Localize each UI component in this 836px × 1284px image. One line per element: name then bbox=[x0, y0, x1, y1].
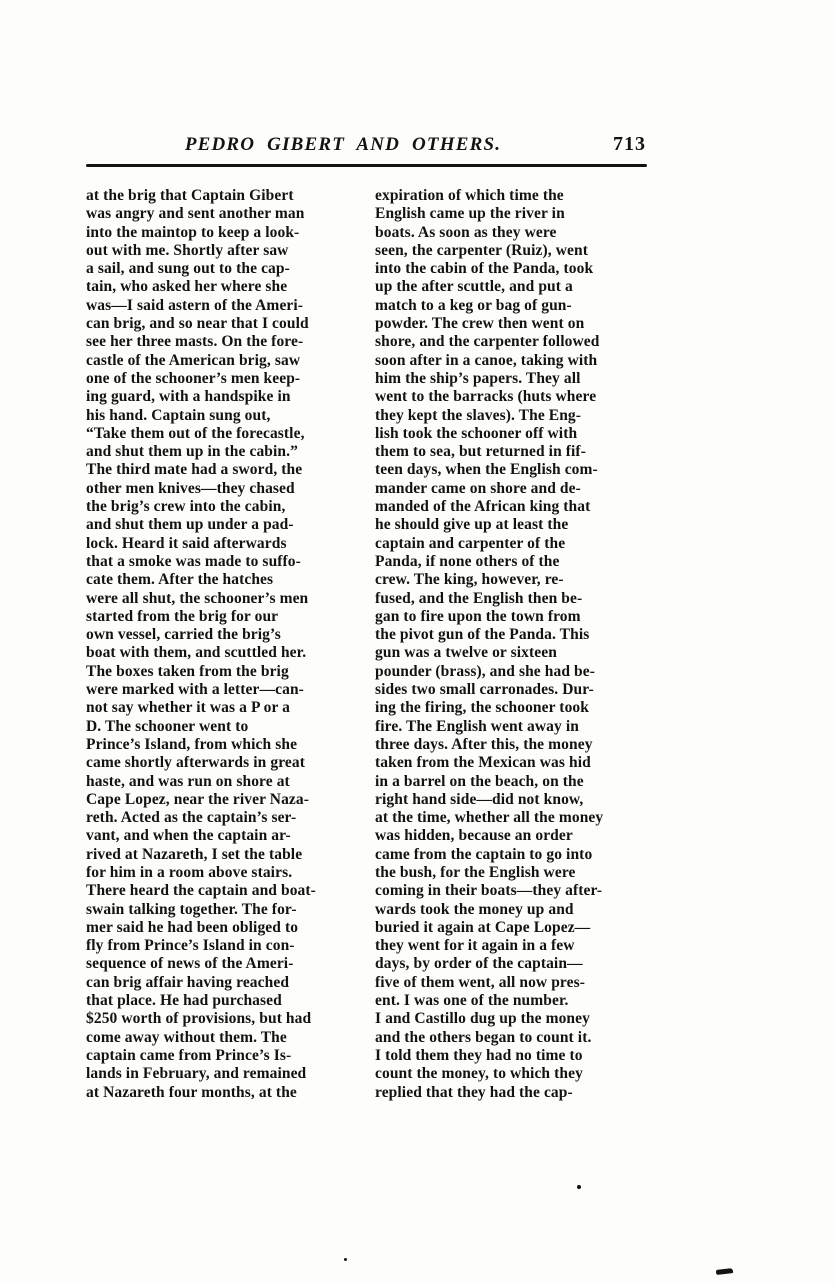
text-line: not say whether it was a P or a bbox=[86, 699, 291, 717]
text-line: coming in their boats—they after- bbox=[375, 882, 603, 900]
text-line: I and Castillo dug up the money bbox=[375, 1010, 590, 1028]
text-line: teen days, when the English com- bbox=[375, 461, 598, 479]
ink-speck bbox=[577, 1185, 581, 1189]
text-line: castle of the American brig, saw bbox=[86, 351, 301, 369]
text-line: The third mate had a sword, the bbox=[86, 461, 303, 479]
text-line: Prince’s Island, from which she bbox=[86, 735, 298, 753]
text-line: five of them went, all now pres- bbox=[375, 973, 585, 991]
text-line: boats. As soon as they were bbox=[375, 223, 557, 241]
text-line: other men knives—they chased bbox=[86, 479, 295, 497]
text-line: him the ship’s papers. They all bbox=[375, 369, 581, 387]
text-line: ing guard, with a handspike in bbox=[86, 388, 291, 406]
text-line: powder. The crew then went on bbox=[375, 315, 585, 333]
text-line: and the others began to count it. bbox=[375, 1028, 592, 1046]
text-line: they went for it again in a few bbox=[375, 937, 575, 955]
text-line: and shut them up under a pad- bbox=[86, 516, 294, 534]
text-line: $250 worth of provisions, but had bbox=[86, 1010, 312, 1028]
text-line: There heard the captain and boat- bbox=[86, 882, 316, 900]
text-line: mander came on shore and de- bbox=[375, 479, 581, 497]
text-line: fused, and the English then be- bbox=[375, 589, 583, 607]
text-line: was hidden, because an order bbox=[375, 827, 573, 845]
text-line: captain and carpenter of the bbox=[375, 534, 566, 552]
text-line: at the brig that Captain Gibert bbox=[86, 187, 294, 204]
text-line: D. The schooner went to bbox=[86, 717, 249, 735]
text-line: expiration of which time the bbox=[375, 187, 564, 204]
text-line: fly from Prince’s Island in con- bbox=[86, 937, 295, 955]
text-line: “Take them out of the forecastle, bbox=[86, 424, 305, 442]
text-line: they kept the slaves). The Eng- bbox=[375, 406, 582, 424]
text-line: rived at Nazareth, I set the table bbox=[86, 845, 303, 863]
text-line: boat with them, and scuttled her. bbox=[86, 644, 307, 662]
text-line: into the maintop to keep a look- bbox=[86, 223, 300, 241]
text-line: I told them they had no time to bbox=[375, 1046, 583, 1064]
text-line: haste, and was run on shore at bbox=[86, 772, 290, 790]
text-line: sequence of news of the Ameri- bbox=[86, 955, 294, 973]
text-line: buried it again at Cape Lopez— bbox=[375, 918, 591, 936]
ink-speck bbox=[716, 1268, 733, 1275]
text-line: for him in a room above stairs. bbox=[86, 863, 293, 881]
text-line: replied that they had the cap- bbox=[375, 1083, 573, 1101]
text-line: a sail, and sung out to the cap- bbox=[86, 260, 290, 278]
text-line: swain talking together. The for- bbox=[86, 900, 297, 918]
text-line: captain came from Prince’s Is- bbox=[86, 1046, 292, 1064]
text-line: match to a keg or bag of gun- bbox=[375, 296, 572, 314]
text-line: can brig affair having reached bbox=[86, 973, 290, 991]
text-line: in a barrel on the beach, on the bbox=[375, 772, 584, 790]
text-line: the pivot gun of the Panda. This bbox=[375, 626, 590, 644]
running-title: PEDRO GIBERT AND OTHERS. bbox=[184, 134, 502, 155]
text-line: vant, and when the captain ar- bbox=[86, 827, 291, 845]
text-line: count the money, to which they bbox=[375, 1065, 583, 1083]
text-line: was angry and sent another man bbox=[86, 205, 305, 223]
text-line: went to the barracks (huts where bbox=[375, 388, 597, 406]
left-text-column bbox=[86, 187, 357, 1102]
text-line: lands in February, and remained bbox=[86, 1065, 307, 1083]
text-line: was—I said astern of the Ameri- bbox=[86, 296, 304, 314]
text-line: gun was a twelve or sixteen bbox=[375, 644, 557, 662]
text-line: that place. He had purchased bbox=[86, 992, 282, 1010]
text-line: ent. I was one of the number. bbox=[375, 992, 569, 1010]
text-line: started from the brig for our bbox=[86, 607, 279, 625]
text-line: them to sea, but returned in fif- bbox=[375, 443, 586, 461]
text-line: into the cabin of the Panda, took bbox=[375, 260, 594, 278]
text-line: came shortly afterwards in great bbox=[86, 754, 305, 772]
text-line: The boxes taken from the brig bbox=[86, 662, 289, 680]
text-line: were all shut, the schooner’s men bbox=[86, 589, 309, 607]
text-line: his hand. Captain sung out, bbox=[86, 406, 271, 424]
text-line: days, by order of the captain— bbox=[375, 955, 583, 973]
text-line: soon after in a canoe, taking with bbox=[375, 351, 598, 369]
text-line: one of the schooner’s men keep- bbox=[86, 369, 301, 387]
text-line: Panda, if none others of the bbox=[375, 552, 560, 570]
text-line: tain, who asked her where she bbox=[86, 278, 288, 296]
text-line: ing the firing, the schooner took bbox=[375, 699, 589, 717]
text-line: and shut them up in the cabin.” bbox=[86, 443, 298, 461]
text-line: own vessel, carried the brig’s bbox=[86, 626, 281, 644]
ink-speck bbox=[344, 1258, 347, 1261]
text-line: come away without them. The bbox=[86, 1028, 287, 1046]
text-line: English came up the river in bbox=[375, 205, 565, 223]
text-line: taken from the Mexican was hid bbox=[375, 754, 591, 772]
text-line: right hand side—did not know, bbox=[375, 790, 584, 808]
text-line: see her three masts. On the fore- bbox=[86, 333, 304, 351]
text-line: at Nazareth four months, at the bbox=[86, 1083, 297, 1101]
text-line: fire. The English went away in bbox=[375, 717, 579, 735]
right-text-column bbox=[375, 187, 646, 1102]
text-line: cate them. After the hatches bbox=[86, 571, 274, 589]
text-line: pounder (brass), and she had be- bbox=[375, 662, 595, 680]
page-number: 713 bbox=[613, 133, 646, 155]
text-line: lock. Heard it said afterwards bbox=[86, 534, 287, 552]
text-line: three days. After this, the money bbox=[375, 735, 593, 753]
text-line: mer said he had been obliged to bbox=[86, 918, 299, 936]
text-line: were marked with a letter—can- bbox=[86, 681, 304, 699]
header-rule bbox=[86, 164, 647, 167]
text-line: the brig’s crew into the cabin, bbox=[86, 498, 286, 516]
text-line: the bush, for the English were bbox=[375, 863, 576, 881]
text-line: he should give up at least the bbox=[375, 516, 569, 534]
text-line: crew. The king, however, re- bbox=[375, 571, 564, 589]
text-line: that a smoke was made to suffo- bbox=[86, 552, 301, 570]
text-line: manded of the African king that bbox=[375, 498, 591, 516]
text-line: Cape Lopez, near the river Naza- bbox=[86, 790, 310, 808]
text-line: wards took the money up and bbox=[375, 900, 574, 918]
text-line: sides two small carronades. Dur- bbox=[375, 681, 594, 699]
text-line: gan to fire upon the town from bbox=[375, 607, 581, 625]
text-line: lish took the schooner off with bbox=[375, 424, 578, 442]
text-line: at the time, whether all the money bbox=[375, 809, 604, 827]
text-line: came from the captain to go into bbox=[375, 845, 593, 863]
text-line: shore, and the carpenter followed bbox=[375, 333, 600, 351]
text-line: out with me. Shortly after saw bbox=[86, 241, 289, 259]
text-line: seen, the carpenter (Ruiz), went bbox=[375, 241, 588, 259]
text-line: up the after scuttle, and put a bbox=[375, 278, 573, 296]
text-line: reth. Acted as the captain’s ser- bbox=[86, 809, 297, 827]
text-line: can brig, and so near that I could bbox=[86, 315, 309, 333]
